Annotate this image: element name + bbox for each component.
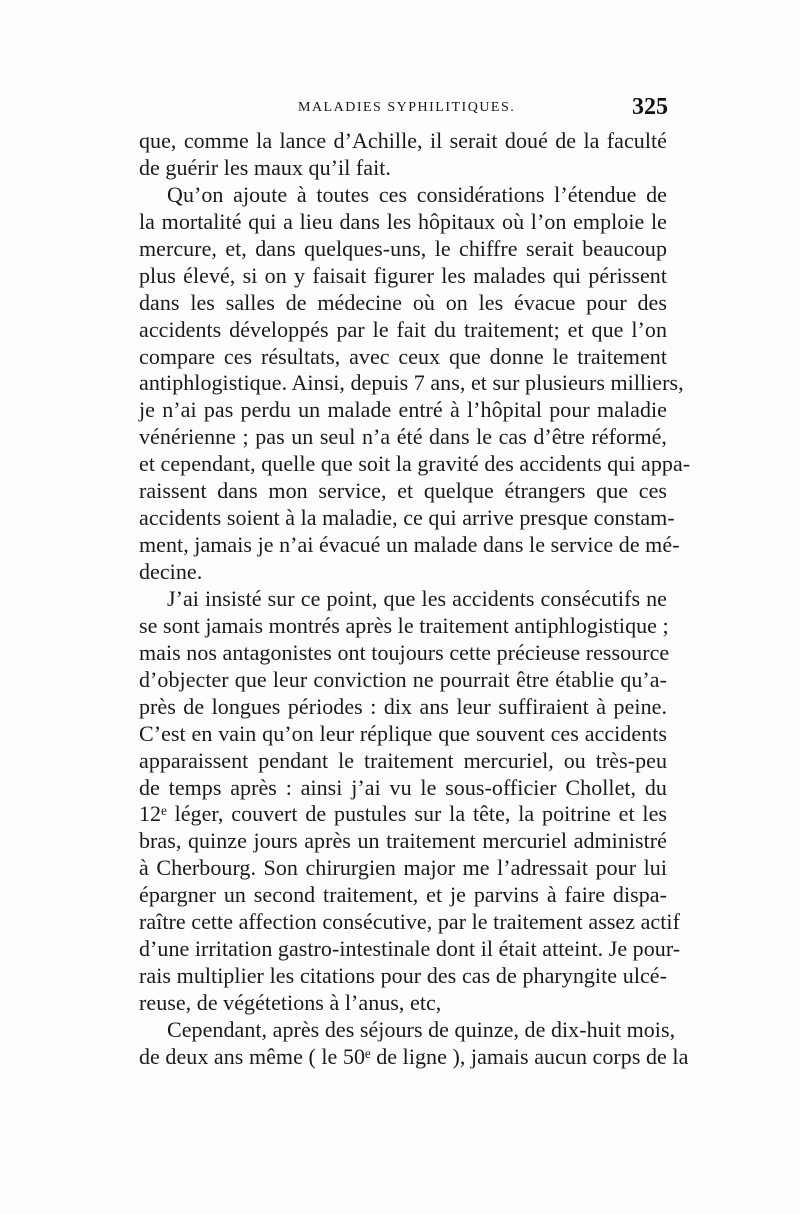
page-number: 325 [632, 94, 668, 120]
text-line: et cependant, quelle que soit la gravité des accidents qui appa- [139, 451, 691, 477]
text-line: 12ᵉ léger, couvert de pustules sur la tête, la poitrine et les [139, 801, 667, 827]
text-line: près de longues périodes : dix ans leur suffiraient à peine. [139, 693, 667, 719]
text-line: de guérir les maux qu’il fait. [139, 154, 391, 180]
text-line: de deux ans même ( le 50ᵉ de ligne ), jamais aucun corps de la [139, 1043, 689, 1069]
text-line: la mortalité qui a lieu dans les hôpitaux où l’on emploie le [139, 208, 667, 234]
text-line: dans les salles de médecine où on les évacue pour des [139, 289, 667, 315]
running-header [140, 96, 668, 124]
text-line: plus élevé, si on y faisait figurer les malades qui périssent [139, 262, 667, 288]
text-line: ment, jamais je n’ai évacué un malade dans le service de mé- [139, 532, 680, 558]
text-line: raître cette affection consécutive, par le traitement assez actif [139, 909, 680, 935]
text-line: de temps après : ainsi j’ai vu le sous-officier Chollet, du [139, 774, 667, 800]
text-line: accidents soient à la maladie, ce qui arrive presque constam- [139, 505, 675, 531]
text-line: decine. [139, 559, 203, 584]
text-line: que, comme la lance d’Achille, il serait doué de la faculté [139, 128, 667, 153]
text-line: bras, quinze jours après un traitement mercuriel administré [139, 828, 667, 854]
text-line: raissent dans mon service, et quelque étrangers que ces [139, 478, 667, 504]
text-line: C’est en vain qu’on leur réplique que souvent ces accidents [139, 720, 667, 746]
text-line: se sont jamais montrés après le traitement antiphlogistique ; [139, 612, 669, 638]
text-line: vénérienne ; pas un seul n’a été dans le cas d’être réformé, [139, 424, 667, 450]
text-line: accidents développés par le fait du traitement; et que l’on [139, 316, 667, 342]
text-line: je n’ai pas perdu un malade entré à l’hôpital pour maladie [139, 397, 667, 423]
text-line: d’une irritation gastro-intestinale dont il était atteint. Je pour- [139, 936, 681, 962]
running-title: MALADIES SYPHILITIQUES. [298, 100, 516, 115]
text-line: apparaissent pendant le traitement mercuriel, ou très-peu [139, 747, 667, 773]
text-line: mais nos antagonistes ont toujours cette précieuse ressource [139, 639, 670, 665]
text-line: compare ces résultats, avec ceux que donne le traitement [139, 343, 667, 369]
text-line: mercure, et, dans quelques-uns, le chiffre serait beaucoup [139, 235, 667, 261]
text-line: antiphlogistique. Ainsi, depuis 7 ans, et sur plusieurs milliers, [139, 370, 684, 396]
text-line: à Cherbourg. Son chirurgien major me l’adressait pour lui [139, 855, 667, 881]
text-line: d’objecter que leur conviction ne pourrait être établie qu’a- [139, 666, 667, 692]
text-line: Qu’on ajoute à toutes ces considérations l’étendue de [167, 181, 667, 207]
text-line: Cependant, après des séjours de quinze, de dix-huit mois, [167, 1016, 676, 1042]
text-line: J’ai insisté sur ce point, que les accidents consécutifs ne [167, 585, 667, 611]
body-text [139, 128, 691, 1071]
text-line: reuse, de végétetions à l’anus, etc, [139, 990, 442, 1015]
text-line: épargner un second traitement, et je parvins à faire dispa- [139, 882, 667, 908]
text-line: rais multiplier les citations pour des cas de pharyngite ulcé- [139, 963, 667, 989]
